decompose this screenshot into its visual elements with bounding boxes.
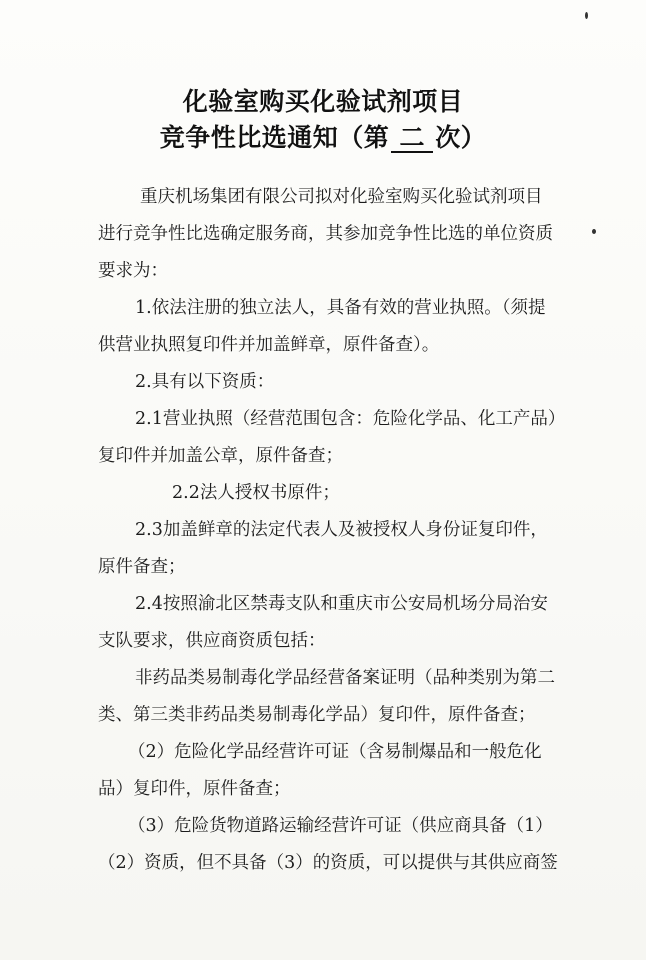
body-line: 2.具有以下资质：	[135, 372, 275, 392]
body-line: 2.3加盖鲜章的法定代表人及被授权人身份证复印件，	[135, 520, 548, 540]
scan-speck	[592, 229, 596, 234]
body-line: 2.2法人授权书原件；	[172, 483, 340, 503]
body-line: （3）危险货物道路运输经营许可证（供应商具备（1）	[128, 816, 553, 836]
body-line: 要求为：	[98, 261, 168, 281]
body-line: 品）复印件，原件备查；	[98, 779, 291, 799]
document-subtitle	[0, 118, 646, 154]
subtitle-prefix: 竞争性比选通知（第	[159, 123, 390, 152]
scan-speck	[585, 12, 588, 19]
body-line: 复印件并加盖公章，原件备查；	[98, 446, 343, 466]
body-line: 类、第三类非药品类易制毒化学品）复印件，原件备查；	[98, 705, 536, 725]
body-line: （2）危险化学品经营许可证（含易制爆品和一般危化	[128, 742, 542, 762]
body-line: （2）资质，但不具备（3）的资质，可以提供与其供应商签	[98, 853, 558, 873]
body-line: 非药品类易制毒化学品经营备案证明（品种类别为第二	[135, 668, 555, 688]
subtitle-suffix: 次）	[435, 123, 487, 152]
body-line: 2.4按照渝北区禁毒支队和重庆市公安局机场分局治安	[135, 594, 548, 614]
body-line: 2.1营业执照（经营范围包含：危险化学品、化工产品）	[135, 409, 566, 429]
body-line: 支队要求，供应商资质包括：	[98, 631, 326, 651]
body-line: 进行竞争性比选确定服务商，其参加竞争性比选的单位资质	[98, 224, 553, 244]
document-title: 化验室购买化验试剂项目	[182, 87, 464, 116]
round-number-blank: 二	[391, 125, 433, 153]
body-line: 重庆机场集团有限公司拟对化验室购买化验试剂项目	[140, 187, 543, 207]
body-line: 供营业执照复印件并加盖鲜章，原件备查）。	[98, 335, 440, 355]
body-line: 1.依法注册的独立法人，具备有效的营业执照。（须提	[135, 298, 546, 318]
body-line: 原件备查；	[98, 557, 186, 577]
